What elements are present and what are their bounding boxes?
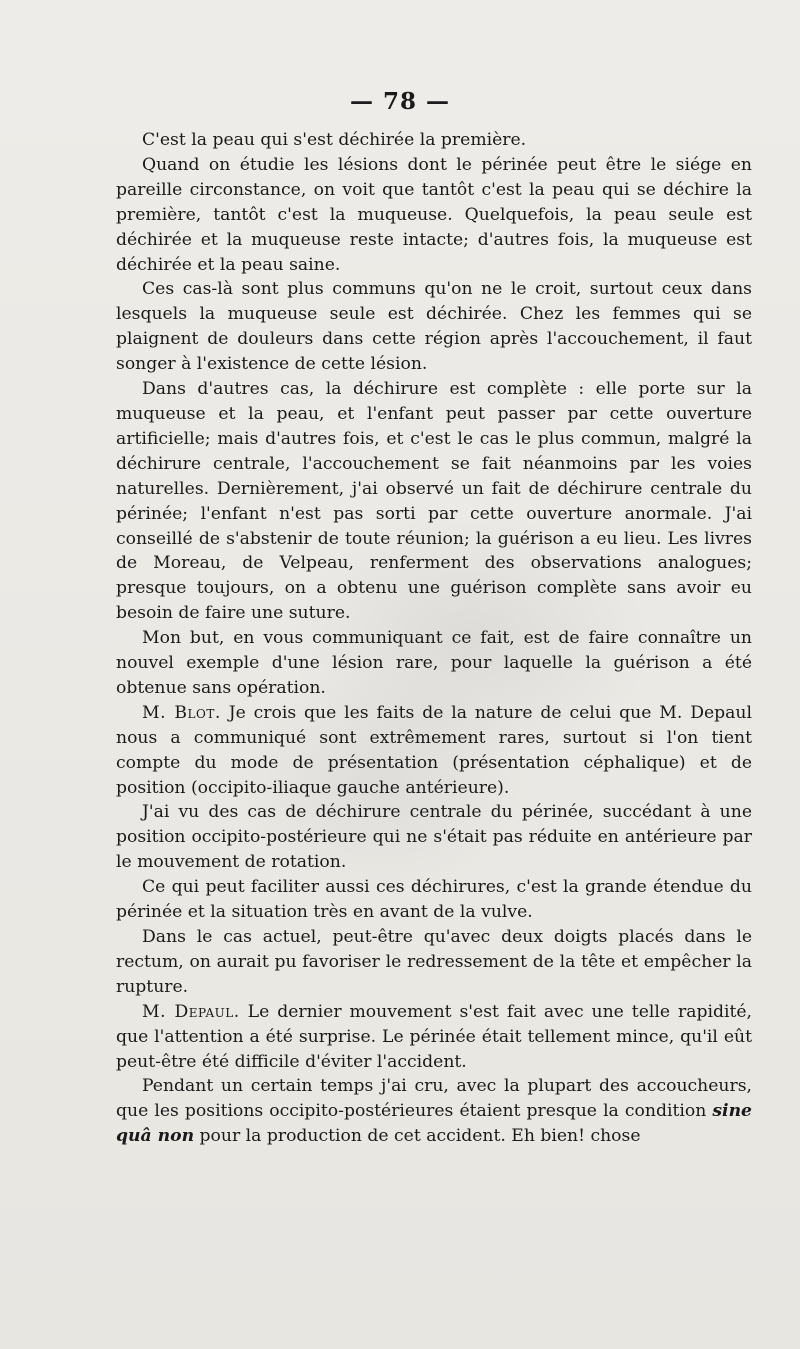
page-body (116, 128, 752, 1149)
page-number: — 78 — (349, 88, 451, 115)
paragraph-text: C'est la peau qui s'est déchirée la première. (142, 130, 527, 150)
paragraph-text: Ce qui peut faciliter aussi ces déchirures, c'est la grande étendue du périnée et la situation très en avant de la vulve. (116, 877, 752, 923)
speaker-name: M. Depaul. (142, 1001, 240, 1022)
paragraph-text: Ces cas-là sont plus communs qu'on ne le croit, surtout ceux dans lesquels la muqueuse seule est déchirée. Chez les femmes qui se plaignent de douleurs dans cette région après l'accouchement, il faut songer à l'existence de cette lésion. (116, 279, 752, 375)
paragraph-text: Le dernier mouvement s'est fait avec une telle rapidité, que l'attention a été surprise. Le périnée était tellement mince, qu'il eût peut-être été difficile d'éviter l'accident. (116, 1001, 752, 1072)
paragraph (116, 875, 752, 925)
paragraph-text: Quand on étudie les lésions dont le périnée peut être le siége en pareille circonstance, on voit que tantôt c'est la peau qui se déchire la première, tantôt c'est la muqueuse. Quelquefois, la peau seule est déchirée et la muqueuse reste intacte; d'autres fois, la muqueuse est déchirée et la peau saine. (116, 154, 752, 275)
paragraph (116, 277, 752, 377)
paragraph (116, 800, 752, 875)
paragraph (116, 128, 752, 153)
paragraph-text: Dans le cas actuel, peut-être qu'avec deux doigts placés dans le rectum, on aurait pu favoriser le redressement de la tête et empêcher la rupture. (116, 927, 752, 997)
paragraph-text: Dans d'autres cas, la déchirure est complète : elle porte sur la muqueuse et la peau, et l'enfant peut passer par cette ouverture artificielle; mais d'autres fois, et c'est le cas le plus commun, malgré la déchirure centrale, l'accouchement se fait néanmoins par les voies naturelles. Dernièrement, j'ai observé un fait de déchirure centrale du périnée; l'enfant n'est pas sorti par cette ouverture anormale. J'ai conseillé de s'abstenir de toute réunion; la guérison a eu lieu. Les livres de Moreau, de Velpeau, renferment des observations analogues; presque toujours, on a obtenu une guérison complète sans avoir eu besoin de faire une suture. (116, 379, 752, 624)
paragraph (116, 925, 752, 1000)
paragraph (116, 153, 752, 278)
paragraph (116, 377, 752, 626)
paragraph (116, 626, 752, 701)
latin-phrase: sine quâ non (116, 1101, 752, 1147)
paragraph (116, 1000, 752, 1075)
paragraph-text: Je crois que les faits de la nature de celui que M. Depaul nous a communiqué sont extrêmement rares, surtout si l'on tient compte du mode de présentation (présentation céphalique) et de position (occipito-iliaque gauche antérieure). (116, 702, 752, 798)
paragraph (116, 701, 752, 801)
paragraph (116, 1074, 752, 1149)
paragraph-text: Pendant un certain temps j'ai cru, avec la plupart des accoucheurs, que les positions occipito-postérieures étaient presque la condition (116, 1076, 752, 1122)
paragraph-text: Mon but, en vous communiquant ce fait, est de faire connaître un nouvel exemple d'une lésion rare, pour laquelle la guérison a été obtenue sans opération. (116, 628, 752, 698)
paragraph-text: pour la production de cet accident. Eh bien! chose (194, 1126, 641, 1147)
speaker-name: M. Blot. (142, 702, 221, 723)
paragraph-text: J'ai vu des cas de déchirure centrale du périnée, succédant à une position occipito-postérieure qui ne s'était pas réduite en antérieure par le mouvement de rotation. (116, 802, 752, 873)
